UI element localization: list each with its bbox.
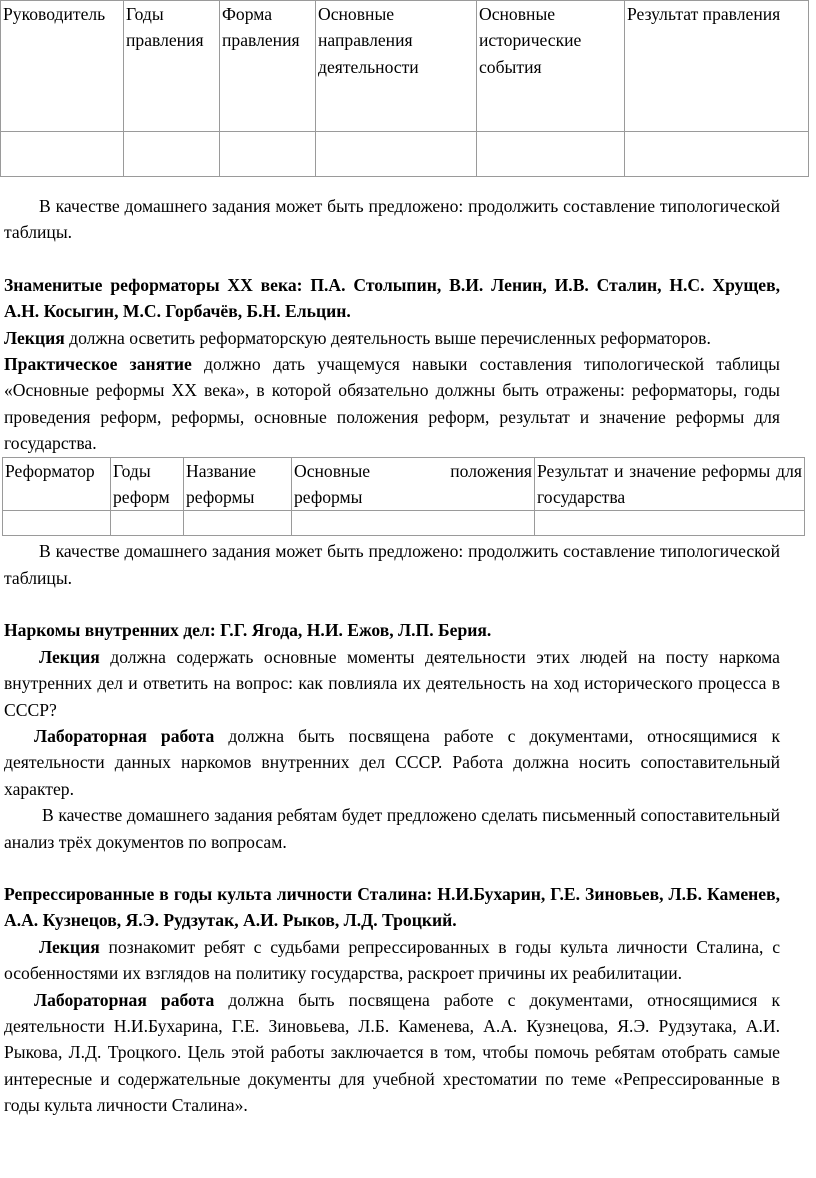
- table-cell: [184, 511, 292, 536]
- reformers-practice: Практическое занятие должно дать учащемуся навыки составления типологической таблицы «Основные реформы XX века», в которой обязательно должны быть отражены: реформаторы, годы проведения реформ, реформы, основные положения реформ, результат и значение реформы для государства.: [4, 354, 780, 454]
- table-cell: [625, 132, 809, 177]
- table-cell: [1, 132, 124, 177]
- table-row: [3, 511, 805, 536]
- table-header-row: [3, 457, 805, 511]
- repressed-heading: Репрессированные в годы культа личности Сталина: Н.И.Бухарин, Г.Е. Зиновьев, Л.Б. Каменев, А.А. Кузнецов, Я.Э. Рудзутак, А.И. Рыков, Л.Д. Троцкий.: [4, 883, 780, 931]
- commissars-homework: В качестве домашнего задания ребятам будет предложено сделать письменный сопоставительный анализ трёх документов по вопросам.: [4, 805, 780, 852]
- table-header-cell: Основные исторические события: [477, 1, 625, 132]
- table-cell: [477, 132, 625, 177]
- table-header-cell: Результат и значение реформы для государства: [535, 457, 805, 511]
- homework-paragraph: В качестве домашнего задания может быть предложено: продолжить составление типологической таблицы.: [4, 196, 780, 243]
- reformers-lecture: Лекция должна осветить реформаторскую деятельность выше перечисленных реформаторов.: [4, 327, 711, 348]
- table-header-cell: Годы правления: [124, 1, 220, 132]
- rulers-table: [0, 0, 809, 177]
- reformers-heading: Знаменитые реформаторы XX века: П.А. Столыпин, В.И. Ленин, И.В. Сталин, Н.С. Хрущев, А.Н. Косыгин, М.С. Горбачёв, Б.Н. Ельцин.: [4, 274, 780, 322]
- commissars-heading: Наркомы внутренних дел: Г.Г. Ягода, Н.И. Ежов, Л.П. Берия.: [4, 620, 492, 641]
- table-header-cell: Основные направления деятельности: [316, 1, 477, 132]
- table-header-cell: Форма правления: [220, 1, 316, 132]
- table-cell: [535, 511, 805, 536]
- table-header-cell: Реформатор: [3, 457, 111, 511]
- table-header-cell: Руководитель: [1, 1, 124, 132]
- commissars-lab: Лабораторная работа должна быть посвящена работе с документами, относящимися к деятельности данных наркомов внутренних дел СССР. Работа должна носить сопоставительный характер.: [4, 725, 780, 799]
- table-cell: [3, 511, 111, 536]
- homework-paragraph: В качестве домашнего задания может быть предложено: продолжить составление типологической таблицы.: [4, 541, 780, 588]
- table-cell: [292, 511, 535, 536]
- table-header-cell: Основные положения реформы: [292, 457, 535, 511]
- repressed-lab: Лабораторная работа должна быть посвящена работе с документами, относящимися к деятельности Н.И.Бухарина, Г.Е. Зиновьева, Л.Б. Каменева, А.А. Кузнецова, Я.Э. Рудзутака, А.И. Рыкова, Л.Д. Троцкого. Цель этой работы заключается в том, чтобы помочь ребятам отобрать самые интересные и содержательные документы для учебной хрестоматии по теме «Репрессированные в годы культа личности Сталина».: [4, 989, 780, 1116]
- table-header-cell: Название реформы: [184, 457, 292, 511]
- table-header-row: [1, 1, 809, 132]
- table-cell: [220, 132, 316, 177]
- commissars-lecture: Лекция должна содержать основные моменты деятельности этих людей на посту наркома внутренних дел и ответить на вопрос: как повлияла их деятельность на ход исторического процесса в СССР?: [4, 646, 780, 720]
- table-header-cell: Годы реформ: [111, 457, 184, 511]
- document-page: [3, 0, 802, 1119]
- table-cell: [316, 132, 477, 177]
- table-row: [1, 132, 809, 177]
- reforms-table: [2, 457, 805, 537]
- repressed-lecture: Лекция познакомит ребят с судьбами репрессированных в годы культа личности Сталина, с особенностями их взглядов на политику государства, раскроет причины их реабилитации.: [4, 936, 780, 984]
- table-cell: [111, 511, 184, 536]
- table-cell: [124, 132, 220, 177]
- table-header-cell: Результат правления: [625, 1, 809, 132]
